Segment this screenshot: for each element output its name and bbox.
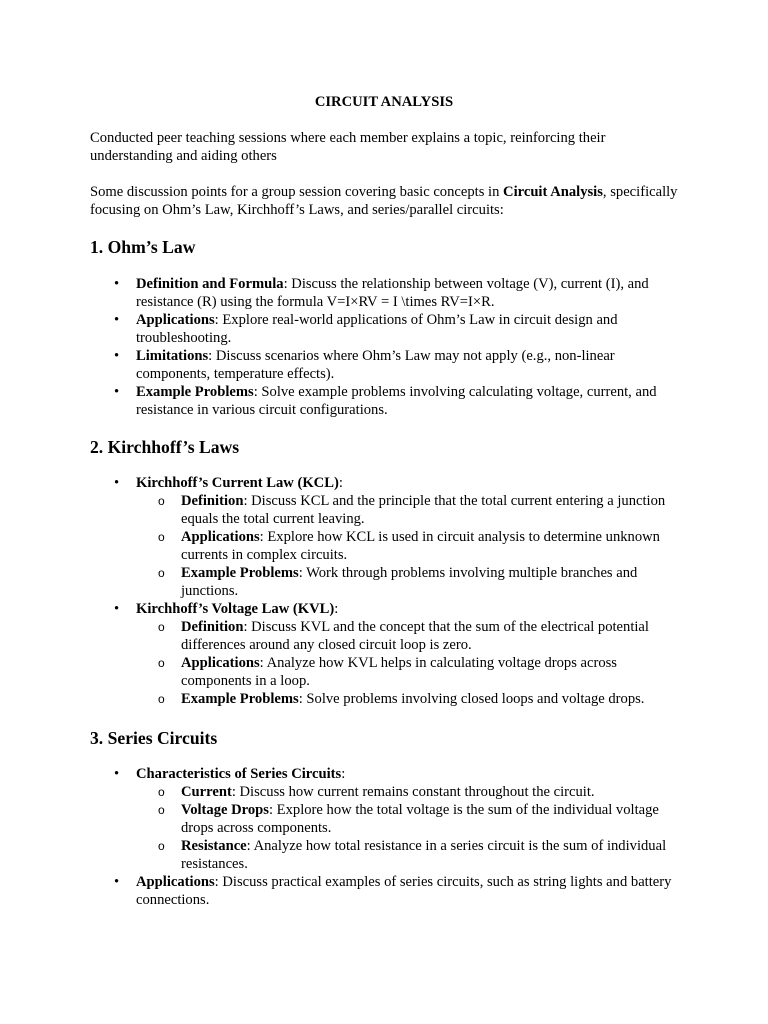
sub-list-item <box>136 528 690 564</box>
item-text: : Discuss KVL and the concept that the sum of the electrical potential differences around any closed circuit loop is zero. <box>181 619 649 653</box>
list-item <box>90 383 690 419</box>
characteristics-sublist <box>136 783 690 873</box>
kvl-sublist <box>136 618 690 708</box>
item-text: : Explore how the total voltage is the sum of the individual voltage drops across components. <box>181 802 659 836</box>
item-text: : Discuss practical examples of series circuits, such as string lights and battery connections. <box>136 874 672 908</box>
sub-list-item <box>136 564 690 600</box>
item-text: : Analyze how KVL helps in calculating voltage drops across components in a loop. <box>181 655 617 689</box>
series-list <box>90 765 690 909</box>
item-text: : <box>341 766 346 782</box>
list-item-kcl <box>90 474 690 600</box>
item-text: : Explore how KCL is used in circuit analysis to determine unknown currents in complex circuits. <box>181 529 660 563</box>
list-item-kvl <box>90 600 690 708</box>
item-term: Kirchhoff’s Voltage Law (KVL) <box>136 601 335 617</box>
item-text: : Discuss KCL and the principle that the total current entering a junction equals the total current leaving. <box>181 493 666 527</box>
item-text: : Explore real-world applications of Ohm’s Law in circuit design and troubleshooting. <box>136 312 618 346</box>
item-term: Example Problems <box>181 565 299 581</box>
kirchhoff-list <box>90 474 690 708</box>
item-term: Definition and Formula <box>136 276 284 292</box>
item-term: Characteristics of Series Circuits <box>136 766 342 782</box>
item-term: Limitations <box>136 348 209 364</box>
item-text: : Analyze how total resistance in a series circuit is the sum of individual resistances. <box>181 838 667 872</box>
discussion-bold-term: Circuit Analysis <box>503 184 603 200</box>
list-item <box>90 275 690 311</box>
item-term: Definition <box>181 493 244 509</box>
item-text: : Discuss scenarios where Ohm’s Law may not apply (e.g., non-linear components, temperature effects). <box>136 348 615 382</box>
sub-list-item <box>136 654 690 690</box>
document-title: CIRCUIT ANALYSIS <box>314 94 454 110</box>
heading-kirchhoffs-laws: 2. Kirchhoff’s Laws <box>90 437 240 457</box>
list-item <box>90 311 690 347</box>
item-term: Definition <box>181 619 244 635</box>
item-term: Applications <box>136 874 215 890</box>
item-term: Example Problems <box>181 691 299 707</box>
item-text: : Work through problems involving multiple branches and junctions. <box>181 565 638 599</box>
item-text: : <box>338 475 343 491</box>
kcl-sublist <box>136 492 690 600</box>
item-term: Example Problems <box>136 384 254 400</box>
sub-list-item <box>136 801 690 837</box>
item-term: Resistance <box>181 838 247 854</box>
item-text: : Discuss the relationship between voltage (V), current (I), and resistance (R) using the formula V=I×RV = I \times RV=I×R. <box>136 276 649 310</box>
discussion-suffix: , specifically focusing on Ohm’s Law, Kirchhoff’s Laws, and series/parallel circuits: <box>90 184 678 218</box>
item-term: Applications <box>181 529 260 545</box>
item-term: Applications <box>136 312 215 328</box>
ohms-law-list <box>90 275 690 419</box>
item-term: Voltage Drops <box>181 802 269 818</box>
item-text: : <box>334 601 339 617</box>
sub-list-item <box>136 690 690 708</box>
sub-list-item <box>136 837 690 873</box>
list-item <box>90 347 690 383</box>
discussion-prefix: Some discussion points for a group session covering basic concepts in <box>90 184 504 200</box>
list-item-applications <box>90 873 690 909</box>
list-item-characteristics <box>90 765 690 873</box>
item-text: : Discuss how current remains constant throughout the circuit. <box>231 784 595 800</box>
item-term: Current <box>181 784 232 800</box>
item-term: Applications <box>181 655 260 671</box>
item-text: : Solve example problems involving calculating voltage, current, and resistance in various circuit configurations. <box>136 384 657 418</box>
heading-series-circuits: 3. Series Circuits <box>90 728 218 748</box>
sub-list-item <box>136 618 690 654</box>
heading-ohms-law: 1. Ohm’s Law <box>90 237 196 257</box>
intro-paragraph: Conducted peer teaching sessions where each member explains a topic, reinforcing their understanding and aiding others <box>90 130 606 164</box>
item-term: Kirchhoff’s Current Law (KCL) <box>136 475 339 491</box>
discussion-paragraph <box>90 183 690 219</box>
sub-list-item <box>136 783 690 801</box>
sub-list-item <box>136 492 690 528</box>
item-text: : Solve problems involving closed loops and voltage drops. <box>298 691 645 707</box>
